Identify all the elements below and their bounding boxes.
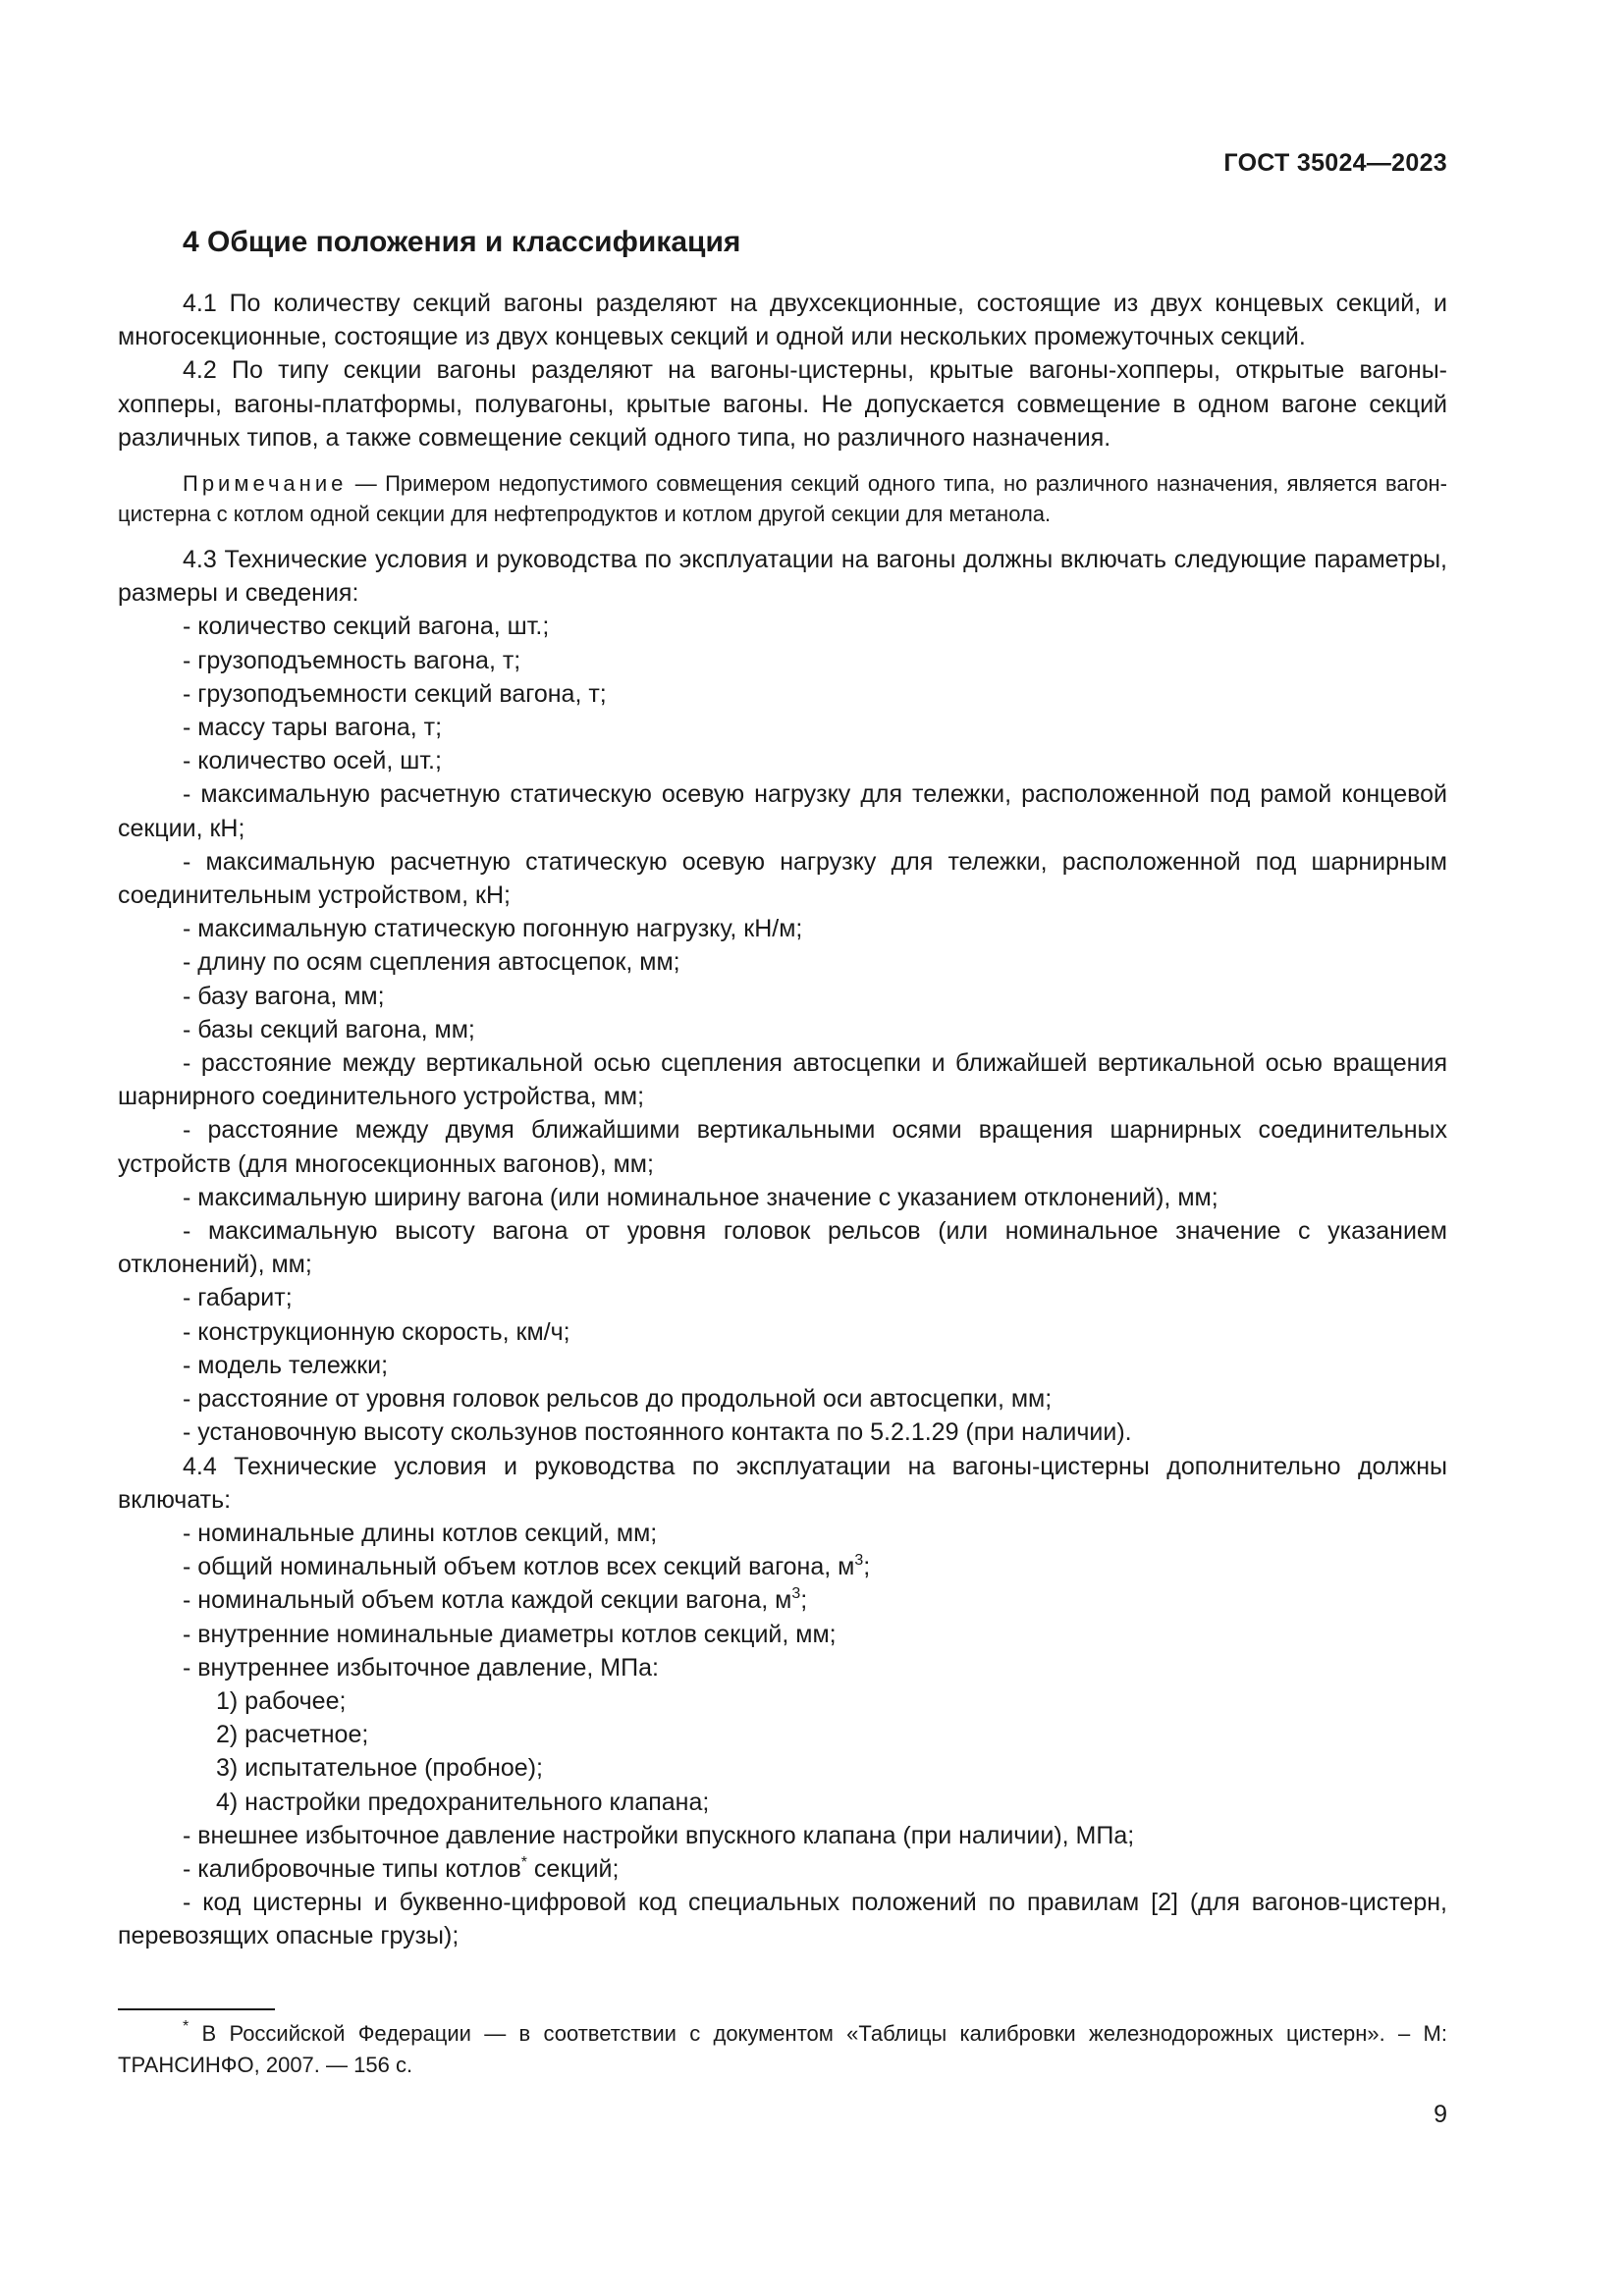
- document-body: [118, 287, 1447, 1953]
- list-item: [118, 1583, 1447, 1617]
- section-title: 4 Общие положения и классификация: [183, 226, 741, 258]
- note-label: Примечание: [183, 471, 348, 497]
- list-item: - максимальную статическую погонную нагрузку, кН/м;: [183, 915, 803, 943]
- list-item: - максимальную ширину вагона (или номинальное значение с указанием отклонений), мм;: [183, 1183, 1218, 1211]
- list-item: - номинальные длины котлов секций, мм;: [183, 1519, 658, 1547]
- list-item: - внешнее избыточное давление настройки впускного клапана (при наличии), МПа;: [183, 1821, 1135, 1849]
- footnote-separator: [118, 2008, 275, 2010]
- paragraph-4-2: 4.2 По типу секции вагоны разделяют на вагоны-цистерны, крытые вагоны-хопперы, открытые вагоны-хопперы, вагоны-платформы, полувагоны, крытые вагоны. Не допускается совмещение в одном вагоне секций различных типов, а также совмещение секций одного типа, но различного назначения.: [118, 356, 1447, 452]
- list-item: - длину по осям сцепления автосцепок, мм;: [183, 948, 680, 977]
- list-item: - количество осей, шт.;: [183, 747, 442, 775]
- list-item: - внутренние номинальные диаметры котлов секций, мм;: [183, 1620, 837, 1648]
- list-item: - код цистерны и буквенно-цифровой код специальных положений по правилам [2] (для вагонов-цистерн, перевозящих опасные грузы);: [118, 1889, 1447, 1950]
- list-item: - расстояние от уровня головок рельсов до продольной оси автосцепки, мм;: [183, 1385, 1053, 1414]
- footnote-reference[interactable]: *: [520, 1853, 527, 1871]
- punctuation: ;: [800, 1586, 808, 1615]
- paragraph-4-1: 4.1 По количеству секций вагоны разделяют на двухсекционные, состоящие из двух концевых секций, и многосекционные, состоящие из двух концевых секций и одной или нескольких промежуточных секций.: [118, 290, 1447, 351]
- paragraph-4-3: 4.3 Технические условия и руководства по эксплуатации на вагоны должны включать следующие параметры, размеры и сведения:: [118, 546, 1447, 608]
- list-item: - максимальную расчетную статическую осевую нагрузку для тележки, расположенной под шарнирным соединительным устройством, кН;: [118, 847, 1447, 910]
- list-item: - массу тары вагона, т;: [183, 714, 443, 742]
- note: [118, 468, 1447, 529]
- superscript: 3: [854, 1552, 864, 1570]
- page-number: 9: [1434, 2101, 1447, 2128]
- footnote-text: В Российской Федерации — в соответствии с документом «Таблицы калибровки железнодорожных цистерн». – М: ТРАНСИНФО, 2007. — 156 с.: [118, 2021, 1447, 2077]
- footnote-mark: *: [183, 2018, 189, 2035]
- sub-list-item: 3) испытательное (пробное);: [216, 1754, 543, 1783]
- footnote: [118, 2018, 1447, 2081]
- superscript: 3: [791, 1585, 801, 1603]
- list-item-text: секций;: [526, 1854, 620, 1883]
- punctuation: ;: [863, 1553, 871, 1581]
- list-item: - модель тележки;: [183, 1351, 389, 1379]
- list-item: - расстояние между вертикальной осью сцепления автосцепки и ближайшей вертикальной осью вращения шарнирного соединительного устройства, мм;: [118, 1049, 1447, 1111]
- document-code-header: ГОСТ 35024—2023: [1223, 149, 1447, 177]
- list-item: - установочную высоту скользунов постоянного контакта по 5.2.1.29 (при наличии).: [183, 1418, 1132, 1447]
- list-item: - грузоподъемность вагона, т;: [183, 646, 521, 674]
- requirements-list-4-4: [118, 1517, 1447, 1953]
- list-item: - базы секций вагона, мм;: [183, 1015, 475, 1043]
- list-item: [118, 1550, 1447, 1583]
- list-item: - габарит;: [183, 1284, 293, 1312]
- list-item-text: - общий номинальный объем котлов всех секций вагона, м: [183, 1553, 855, 1581]
- note-text: — Примером недопустимого совмещения секций одного типа, но различного назначения, является вагон-цистерна с котлом одной секции для нефтепродуктов и котлом другой секции для метанола.: [118, 471, 1447, 527]
- sub-list-item: 2) расчетное;: [216, 1721, 369, 1749]
- list-item: - базу вагона, мм;: [183, 982, 385, 1010]
- list-item: - максимальную высоту вагона от уровня головок рельсов (или номинальное значение с указанием отклонений), мм;: [118, 1217, 1447, 1279]
- list-item: - грузоподъемности секций вагона, т;: [183, 679, 607, 708]
- list-item: [118, 1852, 1447, 1886]
- list-item: - количество секций вагона, шт.;: [183, 613, 550, 641]
- list-item: - расстояние между двумя ближайшими вертикальными осями вращения шарнирных соединительных устройств (для многосекционных вагонов), мм;: [118, 1116, 1447, 1178]
- list-item-text: - номинальный объем котла каждой секции вагона, м: [183, 1586, 792, 1615]
- list-item-text: - калибровочные типы котлов: [183, 1854, 521, 1883]
- paragraph-4-4: 4.4 Технические условия и руководства по эксплуатации на вагоны-цистерны дополнительно должны включать:: [118, 1452, 1447, 1514]
- sub-list-item: 4) настройки предохранительного клапана;: [216, 1788, 710, 1816]
- list-item: - внутреннее избыточное давление, МПа:: [183, 1653, 659, 1682]
- list-item: - конструкционную скорость, км/ч;: [183, 1317, 570, 1346]
- requirements-list-4-3: [118, 610, 1447, 1449]
- sub-list-item: 1) рабочее;: [216, 1686, 347, 1715]
- list-item: - максимальную расчетную статическую осевую нагрузку для тележки, расположенной под рамой концевой секции, кН;: [118, 780, 1447, 842]
